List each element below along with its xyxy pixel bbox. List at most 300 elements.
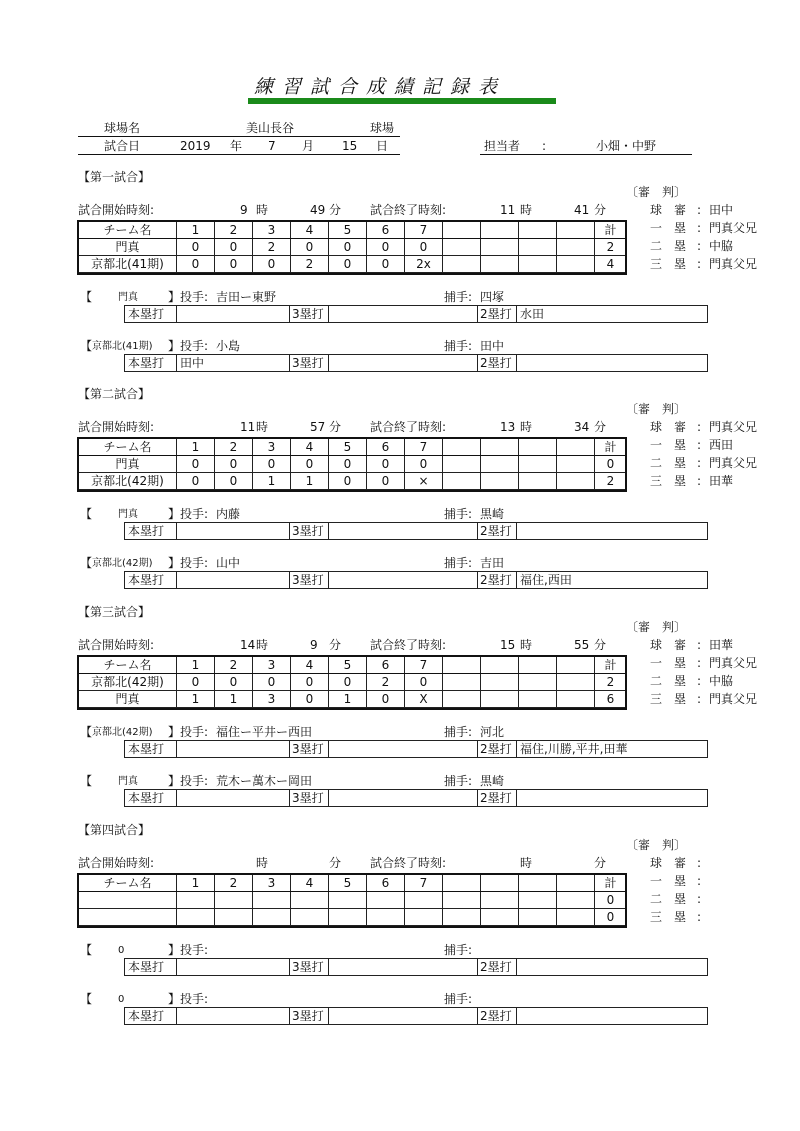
inning-score	[481, 674, 519, 691]
hit-record-row	[124, 958, 708, 976]
umpire-position: 三 塁	[650, 692, 687, 706]
record-team-name: 京都北(41期)	[92, 341, 153, 352]
inning-score: 1	[177, 691, 215, 708]
triple-label: 3塁打	[292, 573, 324, 587]
inning-score	[557, 691, 595, 708]
inning-score: 0	[291, 456, 329, 473]
inning-header: 5	[329, 222, 367, 239]
date-year: 2019	[180, 139, 211, 153]
hit-record-row	[124, 1007, 708, 1025]
team-score-row	[79, 892, 627, 909]
inning-score	[291, 892, 329, 909]
umpire-colon: :	[697, 203, 702, 217]
team-name	[79, 909, 177, 926]
inning-score	[291, 909, 329, 926]
inning-score	[481, 473, 519, 490]
team-total: 2	[595, 473, 627, 490]
inning-header	[443, 439, 481, 456]
cell-divider	[328, 306, 329, 322]
cell-divider	[328, 572, 329, 588]
scoreboard-table	[78, 656, 627, 708]
inning-score: 0	[215, 456, 253, 473]
cell-divider	[516, 355, 517, 371]
total-header: 計	[595, 657, 627, 674]
umpire-position: 球 審	[650, 638, 687, 652]
inning-header: 1	[177, 875, 215, 892]
inning-score	[557, 674, 595, 691]
inning-header: 1	[177, 657, 215, 674]
inning-header	[519, 222, 557, 239]
bracket-open: 【	[80, 556, 93, 570]
inning-score: 0	[291, 691, 329, 708]
inning-header: 7	[405, 657, 443, 674]
cell-divider	[289, 572, 290, 588]
pitcher-label: 投手:	[180, 556, 209, 570]
date-day: 15	[342, 139, 358, 153]
inning-score	[519, 239, 557, 256]
double-label: 2塁打	[480, 573, 512, 587]
umpire-position: 一 塁	[650, 221, 687, 235]
catcher-names: 田中	[480, 339, 505, 353]
cell-divider	[289, 790, 290, 806]
cell-divider	[516, 1008, 517, 1024]
end-minute-unit: 分	[594, 638, 607, 652]
homerun-label: 本塁打	[128, 742, 165, 756]
inning-score: 0	[329, 674, 367, 691]
inning-header: 3	[253, 875, 291, 892]
inning-header: 5	[329, 875, 367, 892]
scoreboard-header-row	[79, 222, 627, 239]
cell-divider	[176, 355, 177, 371]
inning-score	[481, 909, 519, 926]
inning-score	[443, 256, 481, 273]
pitcher-label: 投手:	[180, 290, 209, 304]
inning-score	[557, 456, 595, 473]
scoreboard-table	[78, 874, 627, 926]
hit-record-row	[124, 740, 708, 758]
inning-header: 7	[405, 439, 443, 456]
inning-score	[557, 909, 595, 926]
umpire-colon: :	[697, 638, 702, 652]
umpire-header: 〔審 判〕	[626, 402, 687, 416]
cell-divider	[516, 306, 517, 322]
inning-score	[519, 691, 557, 708]
total-header: 計	[595, 439, 627, 456]
start-time-label: 試合開始時刻:	[78, 638, 155, 652]
umpire-name: 西田	[709, 438, 734, 452]
umpire-name: 門真父兄	[709, 257, 758, 271]
inning-score	[519, 473, 557, 490]
inning-score	[253, 909, 291, 926]
record-team-name: 京都北(42期)	[92, 558, 153, 569]
inning-score: 0	[177, 473, 215, 490]
inning-score: 0	[215, 674, 253, 691]
cell-divider	[328, 523, 329, 539]
team-score-row	[79, 691, 627, 708]
start-hour-unit: 時	[256, 203, 269, 217]
umpire-name: 田中	[709, 203, 734, 217]
cell-divider	[477, 1008, 478, 1024]
umpire-name: 田華	[709, 474, 734, 488]
cell-divider	[477, 790, 478, 806]
staff-name: 小畑・中野	[596, 139, 657, 153]
game-heading: 【第一試合】	[78, 170, 151, 184]
team-total: 2	[595, 239, 627, 256]
inning-score	[177, 892, 215, 909]
game-heading: 【第二試合】	[78, 387, 151, 401]
team-name-header: チーム名	[79, 222, 177, 239]
cell-divider	[328, 741, 329, 757]
inning-score	[405, 892, 443, 909]
date-year-unit: 年	[230, 139, 243, 153]
bracket-close: 】	[168, 556, 181, 570]
inning-header: 4	[291, 439, 329, 456]
date-month-unit: 月	[302, 139, 315, 153]
inning-score: 0	[329, 256, 367, 273]
double-label: 2塁打	[480, 307, 512, 321]
inning-score	[443, 691, 481, 708]
inning-score: 0	[367, 256, 405, 273]
double-label: 2塁打	[480, 742, 512, 756]
umpire-name: 門真父兄	[709, 692, 758, 706]
umpire-colon: :	[697, 674, 702, 688]
scoreboard-header-row	[79, 875, 627, 892]
pitcher-names: 山中	[216, 556, 241, 570]
catcher-label: 捕手:	[444, 725, 473, 739]
team-score-row	[79, 456, 627, 473]
venue-label: 球場名	[104, 121, 141, 135]
total-header: 計	[595, 222, 627, 239]
umpire-position: 三 塁	[650, 257, 687, 271]
bracket-close: 】	[168, 943, 181, 957]
double-players: 福住,西田	[520, 573, 572, 587]
inning-header	[481, 222, 519, 239]
end-minute-unit: 分	[594, 203, 607, 217]
inning-score	[443, 456, 481, 473]
umpire-colon: :	[697, 474, 702, 488]
inning-score: ×	[405, 473, 443, 490]
end-minute-unit: 分	[594, 856, 607, 870]
team-score-row	[79, 239, 627, 256]
inning-header: 3	[253, 657, 291, 674]
team-name: 京都北(41期)	[79, 256, 177, 273]
end-minute: 41	[574, 203, 590, 217]
triple-label: 3塁打	[292, 356, 324, 370]
triple-label: 3塁打	[292, 1009, 324, 1023]
umpire-colon: :	[697, 874, 702, 888]
inning-score: 2x	[405, 256, 443, 273]
hit-record-row	[124, 305, 708, 323]
end-hour: 15	[500, 638, 516, 652]
umpire-colon: :	[697, 438, 702, 452]
inning-header	[481, 439, 519, 456]
inning-score: 0	[253, 256, 291, 273]
venue-name: 美山長谷	[246, 121, 295, 135]
cell-divider	[516, 572, 517, 588]
scoreboard-header-row	[79, 439, 627, 456]
inning-header: 3	[253, 222, 291, 239]
umpire-position: 二 塁	[650, 456, 687, 470]
double-label: 2塁打	[480, 524, 512, 538]
inning-score: 0	[405, 674, 443, 691]
bracket-open: 【	[80, 290, 93, 304]
team-name: 門真	[79, 239, 177, 256]
bracket-close: 】	[168, 339, 181, 353]
inning-header: 6	[367, 875, 405, 892]
inning-score: 0	[215, 473, 253, 490]
cell-divider	[328, 959, 329, 975]
triple-label: 3塁打	[292, 307, 324, 321]
end-time-label: 試合終了時刻:	[370, 420, 447, 434]
umpire-name: 門真父兄	[709, 656, 758, 670]
cell-divider	[289, 959, 290, 975]
homerun-label: 本塁打	[128, 791, 165, 805]
catcher-names: 黒崎	[480, 774, 505, 788]
team-total: 0	[595, 909, 627, 926]
double-players: 水田	[520, 307, 545, 321]
hit-record-row	[124, 522, 708, 540]
umpire-position: 一 塁	[650, 438, 687, 452]
end-hour: 13	[500, 420, 516, 434]
cell-divider	[176, 959, 177, 975]
cell-divider	[176, 572, 177, 588]
double-label: 2塁打	[480, 791, 512, 805]
inning-score: 0	[177, 674, 215, 691]
total-header: 計	[595, 875, 627, 892]
end-hour-unit: 時	[520, 203, 533, 217]
bracket-open: 【	[80, 725, 93, 739]
homerun-label: 本塁打	[128, 1009, 165, 1023]
umpire-colon: :	[697, 692, 702, 706]
inning-score: 0	[405, 239, 443, 256]
date-month: 7	[268, 139, 276, 153]
cell-divider	[176, 741, 177, 757]
bracket-close: 】	[168, 725, 181, 739]
end-hour-unit: 時	[520, 856, 533, 870]
homerun-label: 本塁打	[128, 524, 165, 538]
inning-score	[557, 256, 595, 273]
inning-header: 6	[367, 222, 405, 239]
pitcher-label: 投手:	[180, 943, 209, 957]
inning-score	[405, 909, 443, 926]
team-score-row	[79, 909, 627, 926]
cell-divider	[289, 523, 290, 539]
pitcher-label: 投手:	[180, 339, 209, 353]
end-time-label: 試合終了時刻:	[370, 203, 447, 217]
scoreboard-header-row	[79, 657, 627, 674]
team-name	[79, 892, 177, 909]
inning-score	[557, 892, 595, 909]
inning-score	[557, 473, 595, 490]
start-minute-unit: 分	[329, 420, 342, 434]
double-label: 2塁打	[480, 1009, 512, 1023]
inning-score: 1	[253, 473, 291, 490]
inning-score: 0	[329, 239, 367, 256]
end-minute: 55	[574, 638, 590, 652]
inning-score: 0	[367, 456, 405, 473]
homerun-label: 本塁打	[128, 960, 165, 974]
start-minute: 9	[310, 638, 318, 652]
inning-header: 6	[367, 657, 405, 674]
umpire-name: 門真父兄	[709, 420, 758, 434]
inning-header	[557, 875, 595, 892]
inning-header: 7	[405, 875, 443, 892]
catcher-label: 捕手:	[444, 992, 473, 1006]
start-minute-unit: 分	[329, 203, 342, 217]
team-score-row	[79, 473, 627, 490]
catcher-names: 河北	[480, 725, 505, 739]
team-total: 0	[595, 456, 627, 473]
inning-header	[481, 657, 519, 674]
pitcher-names: 吉田ー東野	[216, 290, 277, 304]
inning-score	[367, 892, 405, 909]
inning-score: 0	[367, 473, 405, 490]
end-hour: 11	[500, 203, 516, 217]
umpire-name: 門真父兄	[709, 456, 758, 470]
hit-record-row	[124, 354, 708, 372]
start-minute: 57	[310, 420, 326, 434]
inning-header	[519, 657, 557, 674]
cell-divider	[289, 355, 290, 371]
date-day-unit: 日	[376, 139, 389, 153]
start-hour-unit: 時	[256, 420, 269, 434]
record-team-name: 門真	[118, 776, 138, 787]
inning-header: 5	[329, 439, 367, 456]
inning-score: 2	[291, 256, 329, 273]
team-name: 門真	[79, 691, 177, 708]
cell-divider	[176, 306, 177, 322]
bracket-close: 】	[168, 507, 181, 521]
umpire-colon: :	[697, 910, 702, 924]
cell-divider	[328, 1008, 329, 1024]
scoreboard-table	[78, 221, 627, 273]
end-hour-unit: 時	[520, 420, 533, 434]
umpire-position: 一 塁	[650, 656, 687, 670]
catcher-names: 黒崎	[480, 507, 505, 521]
team-total: 4	[595, 256, 627, 273]
pitcher-names: 福住ー平井ー西田	[216, 725, 313, 739]
cell-divider	[477, 306, 478, 322]
cell-divider	[176, 790, 177, 806]
venue-underline	[78, 136, 400, 137]
inning-header	[519, 875, 557, 892]
cell-divider	[477, 959, 478, 975]
cell-divider	[176, 1008, 177, 1024]
inning-header: 2	[215, 875, 253, 892]
catcher-names: 四塚	[480, 290, 505, 304]
cell-divider	[289, 306, 290, 322]
umpire-colon: :	[697, 420, 702, 434]
start-minute: 49	[310, 203, 326, 217]
inning-score: 0	[215, 239, 253, 256]
inning-header: 2	[215, 222, 253, 239]
umpire-name: 田華	[709, 638, 734, 652]
catcher-label: 捕手:	[444, 507, 473, 521]
bracket-close: 】	[168, 992, 181, 1006]
record-team-name: 京都北(42期)	[92, 727, 153, 738]
umpire-position: 二 塁	[650, 239, 687, 253]
inning-score: 0	[215, 256, 253, 273]
team-total: 6	[595, 691, 627, 708]
start-hour-unit: 時	[256, 638, 269, 652]
inning-score	[519, 674, 557, 691]
inning-score	[481, 456, 519, 473]
catcher-label: 捕手:	[444, 774, 473, 788]
end-time-label: 試合終了時刻:	[370, 856, 447, 870]
inning-header	[519, 439, 557, 456]
cell-divider	[516, 523, 517, 539]
cell-divider	[477, 523, 478, 539]
inning-header: 6	[367, 439, 405, 456]
inning-header	[557, 222, 595, 239]
inning-score	[329, 892, 367, 909]
inning-score: 0	[177, 239, 215, 256]
team-name-header: チーム名	[79, 875, 177, 892]
team-name: 京都北(42期)	[79, 473, 177, 490]
bracket-open: 【	[80, 992, 93, 1006]
team-name-header: チーム名	[79, 657, 177, 674]
inning-score	[481, 892, 519, 909]
umpire-header: 〔審 判〕	[626, 620, 687, 634]
umpire-position: 三 塁	[650, 910, 687, 924]
inning-score: 0	[367, 691, 405, 708]
umpire-name: 中脇	[709, 674, 734, 688]
record-team-name: 門真	[118, 509, 138, 520]
inning-score	[215, 892, 253, 909]
inning-header	[557, 439, 595, 456]
page-title: 練習試合成績記録表	[254, 76, 507, 98]
start-time-label: 試合開始時刻:	[78, 856, 155, 870]
double-label: 2塁打	[480, 356, 512, 370]
inning-score: 2	[367, 674, 405, 691]
triple-label: 3塁打	[292, 742, 324, 756]
team-total: 2	[595, 674, 627, 691]
game-heading: 【第四試合】	[78, 823, 151, 837]
cell-divider	[477, 741, 478, 757]
pitcher-label: 投手:	[180, 725, 209, 739]
homerun-players: 田中	[180, 356, 205, 370]
umpire-position: 球 審	[650, 203, 687, 217]
venue-suffix: 球場	[370, 121, 395, 135]
cell-divider	[328, 355, 329, 371]
inning-score	[519, 909, 557, 926]
inning-header	[557, 657, 595, 674]
umpire-colon: :	[697, 239, 702, 253]
inning-score: 0	[291, 674, 329, 691]
bracket-open: 【	[80, 774, 93, 788]
team-score-row	[79, 674, 627, 691]
inning-header: 2	[215, 657, 253, 674]
game-heading: 【第三試合】	[78, 605, 151, 619]
umpire-colon: :	[697, 892, 702, 906]
umpire-colon: :	[697, 257, 702, 271]
record-team-name: 門真	[118, 292, 138, 303]
inning-score: 1	[215, 691, 253, 708]
pitcher-names: 内藤	[216, 507, 241, 521]
inning-score: 0	[329, 473, 367, 490]
inning-score: X	[405, 691, 443, 708]
bracket-close: 】	[168, 774, 181, 788]
cell-divider	[328, 790, 329, 806]
cell-divider	[477, 355, 478, 371]
inning-header	[443, 875, 481, 892]
homerun-label: 本塁打	[128, 307, 165, 321]
staff-label: 担当者	[484, 139, 521, 153]
cell-divider	[289, 741, 290, 757]
inning-header: 1	[177, 439, 215, 456]
inning-score	[443, 892, 481, 909]
umpire-colon: :	[697, 856, 702, 870]
